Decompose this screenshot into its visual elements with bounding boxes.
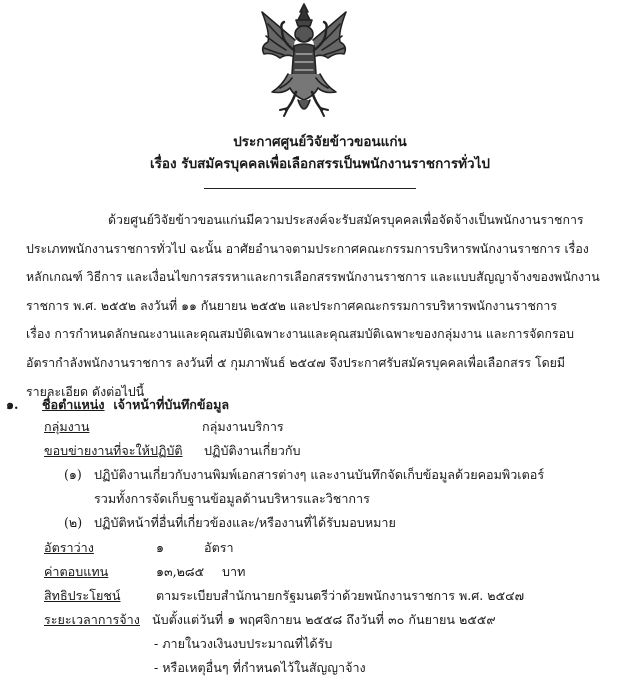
intro-line: อัตรากำลังพนักงานราชการ ลงวันที่ ๕ กุมภาพันธ์ ๒๕๔๗ จึงประกาศรับสมัครบุคคลเพื่อเลือกสรร โดยมี	[26, 354, 566, 370]
pay-label: ค่าตอบแทน	[44, 564, 109, 579]
period-condition: - หรือเหตุอื่นๆ ที่กำหนดไว้ในสัญญาจ้าง	[154, 660, 366, 675]
scope-label: ขอบข่ายงานที่จะให้ปฏิบัติ	[44, 443, 183, 458]
scope-value: ปฏิบัติงานเกี่ยวกับ	[204, 443, 301, 458]
period-label: ระยะเวลาการจ้าง	[44, 612, 140, 627]
intro-line: ด้วยศูนย์วิจัยข้าวขอนแก่นมีความประสงค์จะรับสมัครบุคคลเพื่อจัดจ้างเป็นพนักงานราชการ	[108, 212, 584, 227]
group-value: กลุ่มงานบริการ	[202, 419, 284, 434]
duty1-line1: ปฏิบัติงานเกี่ยวกับงานพิมพ์เอกสารต่างๆ และงานบันทึกจัดเก็บข้อมูลด้วยคอมพิวเตอร์	[94, 467, 545, 482]
period-value: นับตั้งแต่วันที่ ๑ พฤศจิกายน ๒๕๕๘ ถึงวันที่ ๓๐ กันยายน ๒๕๕๙	[152, 612, 496, 627]
intro-line: เรื่อง การกำหนดลักษณะงานและคุณสมบัติเฉพาะงานและคุณสมบัติเฉพาะของกลุ่มงาน และการจัดกรอบ	[26, 326, 574, 342]
section1-heading	[6, 395, 229, 415]
intro-paragraph	[26, 206, 620, 406]
announcement-title: ประกาศศูนย์วิจัยข้าวขอนแก่น	[233, 134, 407, 150]
rate-label: อัตราว่าง	[44, 540, 94, 555]
period-condition: - ภายในวงเงินงบประมาณที่ได้รับ	[154, 636, 333, 651]
duty1-line2: รวมทั้งการจัดเก็บฐานข้อมูลด้านบริหารและวิชาการ	[94, 491, 370, 506]
intro-line: ประเภทพนักงานราชการทั่วไป ฉะนั้น อาศัยอำนาจตามประกาศคณะกรรมการบริหารพนักงานราชการ เรื่อง	[26, 240, 589, 256]
section-number: ๑.	[6, 397, 19, 412]
pay-value: ๑๓,๒๘๕	[156, 564, 205, 579]
intro-line: ราชการ พ.ศ. ๒๕๕๒ ลงวันที่ ๑๑ กันยายน ๒๕๕๒ และประกาศคณะกรรมการบริหารพนักงานราชการ	[26, 297, 558, 313]
benefit-value: ตามระเบียบสำนักนายกรัฐมนตรีว่าด้วยพนักงานราชการ พ.ศ. ๒๕๔๗	[156, 588, 525, 603]
title-divider	[204, 188, 416, 189]
rate-unit: อัตรา	[204, 540, 234, 555]
position-title: เจ้าหน้าที่บันทึกข้อมูล	[113, 397, 230, 412]
garuda-emblem	[258, 2, 350, 120]
duty2-number: (๒)	[64, 515, 83, 530]
pay-unit: บาท	[222, 564, 246, 579]
rate-value: ๑	[156, 540, 164, 555]
benefit-label: สิทธิประโยชน์	[44, 588, 121, 603]
duty2-line1: ปฏิบัติหน้าที่อื่นที่เกี่ยวข้องและ/หรืองานที่ได้รับมอบหมาย	[94, 515, 396, 530]
intro-line: รายละเอียด ดังต่อไปนี้	[26, 383, 145, 399]
duty1-number: (๑)	[64, 467, 82, 482]
intro-line: หลักเกณฑ์ วิธีการ และเงื่อนไขการสรรหาและการเลือกสรรพนักงานราชการ และแบบสัญญาจ้างของพนักงาน	[26, 269, 600, 285]
announcement-subject: เรื่อง รับสมัครบุคคลเพื่อเลือกสรรเป็นพนักงานราชการทั่วไป	[150, 156, 490, 172]
group-label: กลุ่มงาน	[44, 419, 90, 434]
position-label: ชื่อตำแหน่ง	[42, 397, 105, 412]
